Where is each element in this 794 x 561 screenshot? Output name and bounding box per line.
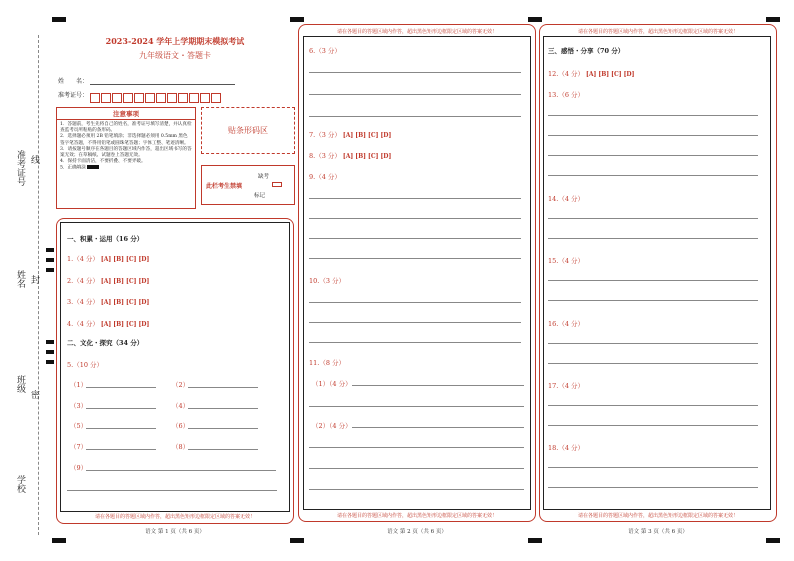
binding-line: [38, 35, 39, 535]
page3-footer: 语文 第 3 页（共 6 页）: [628, 529, 688, 535]
answer-line[interactable]: [548, 175, 758, 176]
blank-line-1[interactable]: [86, 387, 156, 388]
q8-option-b[interactable]: [B]: [355, 153, 366, 160]
q2-option-c[interactable]: [C]: [126, 278, 137, 285]
blank-line-5[interactable]: [86, 428, 156, 429]
notes-item: 1．答题前，考生先将自己的姓名，准考证号填写清楚，并认真检查监考员所粘贴的条形码。: [60, 122, 192, 134]
q8-option-a[interactable]: [A]: [342, 153, 354, 160]
q2-option-d[interactable]: [D]: [138, 278, 150, 285]
q1-label: 1.（4 分） [A] [B] [C] [D]: [67, 255, 150, 263]
page3-notice-bottom: 请在各题目的答题区域内作答，超出黑色矩形边框限定区域的答案无效！: [577, 513, 738, 519]
answer-line[interactable]: [548, 135, 758, 136]
alignment-mark: [46, 248, 54, 252]
name-field[interactable]: [90, 84, 235, 85]
answer-line[interactable]: [352, 385, 524, 386]
name-label: 姓 名：: [58, 78, 89, 85]
q4-option-b[interactable]: [B]: [113, 321, 124, 328]
blank-label-8: （8）: [172, 443, 190, 451]
page3-notice-top: 请在各题目的答题区域内作答，超出黑色矩形边框限定区域的答案无效！: [577, 29, 738, 35]
q16-label: 16.（4 分）: [548, 320, 585, 328]
answer-line[interactable]: [309, 447, 524, 448]
q15-label: 15.（4 分）: [548, 257, 585, 265]
page2-inner-frame: [303, 36, 531, 510]
alignment-mark: [290, 17, 304, 22]
answer-line[interactable]: [548, 155, 758, 156]
blank-label-2: （2）: [172, 381, 190, 389]
q8-option-c[interactable]: [C]: [368, 153, 379, 160]
blank-line-8[interactable]: [188, 449, 258, 450]
answer-line[interactable]: [309, 218, 521, 219]
q3-option-d[interactable]: [D]: [138, 299, 150, 306]
section2-title: 二、文化・探究（34 分）: [67, 339, 144, 347]
answer-line[interactable]: [548, 467, 758, 468]
answer-line[interactable]: [309, 198, 521, 199]
q1-option-b[interactable]: [B]: [113, 256, 124, 263]
q7-label: 7.（3 分） [A] [B] [C] [D]: [309, 131, 392, 139]
blank-line-4[interactable]: [188, 408, 258, 409]
answer-line[interactable]: [309, 322, 521, 323]
notes-item: 2．选择题必须用 2B 铅笔填涂；非选择题必须用 0.5mm 黑色签字笔答题，不得用铅笔或圆珠笔答题；字体工整、笔迹清晰。: [60, 134, 189, 146]
alignment-mark: [46, 258, 54, 262]
q7-option-d[interactable]: [D]: [380, 132, 392, 139]
answer-line[interactable]: [309, 94, 521, 95]
alignment-mark: [290, 538, 304, 543]
answer-line[interactable]: [548, 425, 758, 426]
answer-line[interactable]: [548, 115, 758, 116]
blank-line-9[interactable]: [86, 470, 276, 471]
q8-label: 8.（3 分） [A] [B] [C] [D]: [309, 152, 392, 160]
blank-line-2[interactable]: [188, 387, 258, 388]
alignment-mark: [46, 268, 54, 272]
q9-label: 9.（4 分）: [309, 173, 341, 181]
answer-line[interactable]: [548, 363, 758, 364]
side-label-school: 学校: [15, 475, 25, 493]
blank-label-5: （5）: [70, 422, 88, 430]
q11-label: 11.（8 分）: [309, 359, 346, 367]
q12-option-a[interactable]: [A]: [586, 71, 597, 78]
q12-label: 12.（4 分） [A] [B] [C] [D]: [548, 70, 635, 78]
q12-option-d[interactable]: [D]: [623, 71, 635, 78]
answer-line[interactable]: [548, 280, 758, 281]
q4-label: 4.（4 分） [A] [B] [C] [D]: [67, 320, 150, 328]
blank-label-7: （7）: [70, 443, 88, 451]
absent-mark-label2: 标记: [254, 193, 266, 199]
q4-option-c[interactable]: [C]: [126, 321, 137, 328]
answer-line[interactable]: [548, 300, 758, 301]
q4-option-d[interactable]: [D]: [138, 321, 150, 328]
q7-option-b[interactable]: [B]: [355, 132, 366, 139]
barcode-area: [201, 107, 295, 154]
section1-title: 一、积累・运用（16 分）: [67, 235, 144, 243]
q11-1-label: （1）（4 分）: [312, 380, 352, 388]
q12-option-c[interactable]: [C]: [611, 71, 622, 78]
q6-label: 6.（3 分）: [309, 47, 341, 55]
alignment-mark: [52, 538, 66, 543]
answer-line[interactable]: [309, 238, 521, 239]
blank-label-1: （1）: [70, 381, 88, 389]
page-subtitle: 九年级语文・答题卡: [139, 51, 211, 60]
alignment-mark: [52, 17, 66, 22]
absent-label: 此栏考生禁填: [206, 183, 243, 190]
q3-label: 3.（4 分） [A] [B] [C] [D]: [67, 298, 150, 306]
blank-label-6: （6）: [172, 422, 190, 430]
answer-line[interactable]: [309, 406, 524, 407]
alignment-mark: [46, 360, 54, 364]
q1-option-d[interactable]: [D]: [138, 256, 150, 263]
side-label-seal: 封: [29, 275, 39, 284]
q7-option-a[interactable]: [A]: [342, 132, 354, 139]
answer-line[interactable]: [548, 218, 758, 219]
alignment-mark: [46, 350, 54, 354]
alignment-mark: [528, 538, 542, 543]
q3-option-a[interactable]: [A]: [100, 299, 112, 306]
absent-checkbox[interactable]: [272, 182, 282, 187]
q14-label: 14.（4 分）: [548, 195, 585, 203]
q1-option-a[interactable]: [A]: [100, 256, 112, 263]
q4-option-a[interactable]: [A]: [100, 321, 112, 328]
exam-no-boxes[interactable]: [90, 87, 222, 106]
notes-item: 5．正确填涂: [60, 165, 86, 171]
answer-line[interactable]: [309, 72, 521, 73]
q3-option-b[interactable]: [B]: [113, 299, 124, 306]
q10-label: 10.（3 分）: [309, 277, 346, 285]
notes-box: [56, 107, 196, 209]
side-label-line: 线: [29, 155, 39, 164]
answer-line[interactable]: [309, 468, 524, 469]
q1-option-c[interactable]: [C]: [126, 256, 137, 263]
answer-line[interactable]: [309, 302, 521, 303]
q8-option-d[interactable]: [D]: [380, 153, 392, 160]
alignment-mark: [766, 538, 780, 543]
notes-item: 4．保持卡面清洁，不要折叠、不要弄破。: [60, 159, 146, 165]
blank-line-6[interactable]: [188, 428, 258, 429]
q2-label: 2.（4 分） [A] [B] [C] [D]: [67, 277, 150, 285]
side-label-exam-no: 准考证号: [15, 150, 25, 186]
page2-notice-top: 请在各题目的答题区域内作答，超出黑色矩形边框限定区域的答案无效！: [336, 29, 497, 35]
q5-label: 5.（10 分）: [67, 361, 104, 369]
alignment-mark: [766, 17, 780, 22]
notes-title: 注意事项: [57, 108, 195, 120]
page-title: 2023-2024 学年上学期期末模拟考试: [105, 36, 245, 46]
answer-line[interactable]: [309, 489, 524, 490]
answer-line[interactable]: [309, 116, 521, 117]
side-label-class: 班级: [15, 375, 25, 393]
blank-line-9b[interactable]: [67, 490, 277, 491]
q18-label: 18.（4 分）: [548, 444, 585, 452]
side-label-name: 姓名: [15, 270, 25, 288]
page1-footer: 语文 第 1 页（共 6 页）: [145, 529, 205, 535]
q13-label: 13.（6 分）: [548, 91, 585, 99]
notes-item: 3．请按题号顺序在各题目的答题区域内作答，超出区域书写的答案无效；在草稿纸、试题卷上答题无效。: [60, 146, 192, 159]
exam-no-label: 准考证号：: [58, 92, 89, 99]
barcode-label: 贴条形码区: [228, 126, 268, 135]
blank-label-3: （3）: [70, 402, 88, 410]
alignment-mark: [46, 340, 54, 344]
q3-option-c[interactable]: [C]: [126, 299, 137, 306]
page2-notice-bottom: 请在各题目的答题区域内作答，超出黑色矩形边框限定区域的答案无效！: [336, 513, 497, 519]
blank-line-7[interactable]: [86, 449, 156, 450]
absent-box: [201, 165, 295, 205]
answer-line[interactable]: [309, 258, 521, 259]
blank-line-3[interactable]: [86, 408, 156, 409]
page1-notice: 请在各题目的答题区域内作答，超出黑色矩形边框限定区域的答案无效！: [94, 514, 255, 520]
q11-2-label: （2）（4 分）: [312, 422, 352, 430]
answer-line[interactable]: [548, 487, 758, 488]
answer-line[interactable]: [309, 342, 521, 343]
blank-label-9: （9）: [70, 464, 88, 472]
answer-line[interactable]: [548, 238, 758, 239]
answer-line[interactable]: [548, 405, 758, 406]
answer-line[interactable]: [548, 343, 758, 344]
q2-option-a[interactable]: [A]: [100, 278, 112, 285]
alignment-mark: [528, 17, 542, 22]
page2-footer: 语文 第 2 页（共 6 页）: [387, 529, 447, 535]
q12-option-b[interactable]: [B]: [598, 71, 610, 78]
q7-option-c[interactable]: [C]: [368, 132, 379, 139]
section3-title: 三、感悟・分享（70 分）: [548, 47, 625, 55]
page3-inner-frame: [543, 36, 771, 510]
filled-sample-icon: [87, 165, 99, 169]
q17-label: 17.（4 分）: [548, 382, 585, 390]
blank-label-4: （4）: [172, 402, 190, 410]
answer-line[interactable]: [352, 427, 524, 428]
q2-option-b[interactable]: [B]: [113, 278, 124, 285]
side-label-secret: 密: [29, 390, 39, 399]
absent-mark-label: 缺考: [258, 174, 270, 180]
